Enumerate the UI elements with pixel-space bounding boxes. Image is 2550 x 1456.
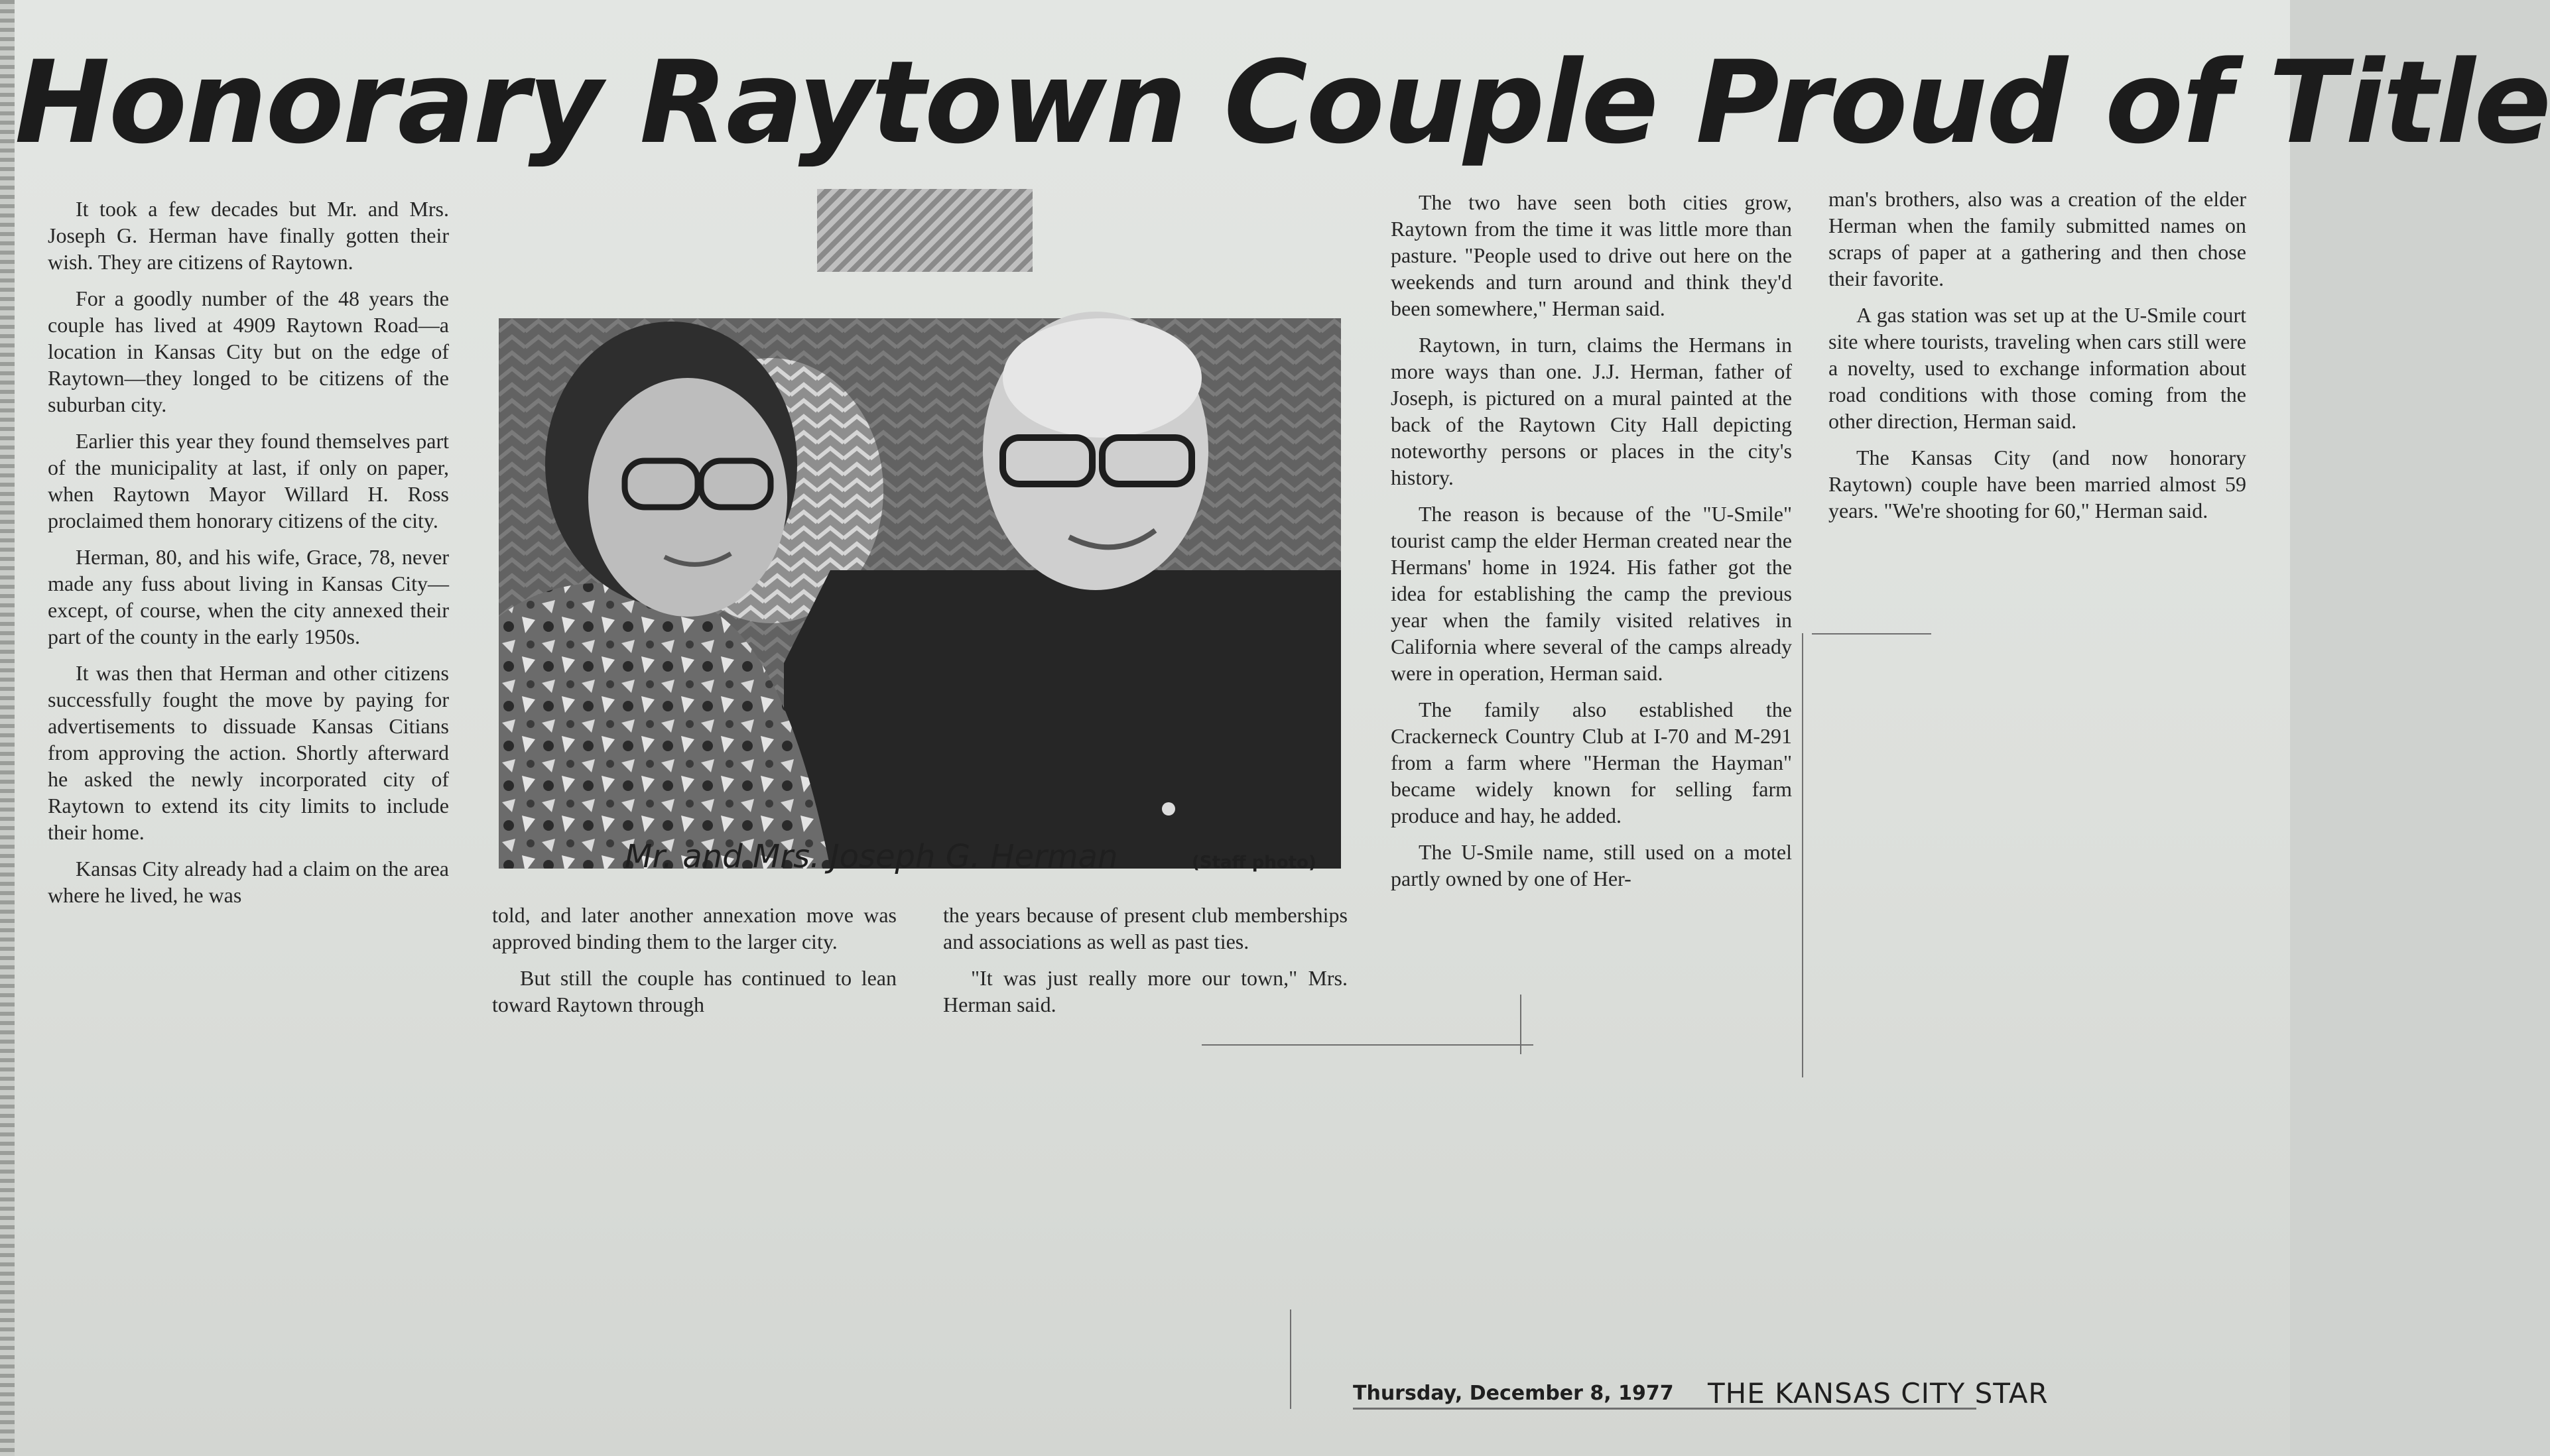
paragraph: It took a few decades but Mr. and Mrs. Joseph G. Herman have finally gotten their wish. They are citizens of Raytown. (48, 197, 449, 274)
paragraph: Kansas City already had a claim on the area where he lived, he was (48, 857, 449, 907)
paragraph: A gas station was set up at the U-Smile court site where tourists, traveling when cars still were a novelty, used to exchange information about road conditions with those coming from the other direction, Herman said. (1828, 303, 2246, 433)
headline: Honorary Raytown Couple Proud of Title (15, 36, 2550, 169)
column-rule (1520, 995, 1521, 1054)
article-column-4 (1391, 189, 1792, 902)
publication-date: Thursday, December 8, 1977 (1353, 1382, 1674, 1405)
paragraph: But still the couple has continued to lean toward Raytown through (492, 966, 897, 1016)
paragraph: The Kansas City (and now honorary Raytown) couple have been married almost 59 years. "We're shooting for 60," Herman said. (1828, 446, 2246, 522)
paragraph: It was then that Herman and other citizens successfully fought the move by paying for advertisements to dissuade Kansas Citians from approving the action. Shortly afterward he asked the newly incorporated city of Raytown to extend its city limits to include their home. (48, 661, 449, 844)
photo-fragment (817, 189, 1033, 272)
paragraph: For a goodly number of the 48 years the couple has lived at 4909 Raytown Road—a location in Kansas City but on the edge of Raytown—they longed to be citizens of the suburban city. (48, 286, 449, 416)
photo-credit: (Staff photo) (1192, 853, 1316, 873)
binder-edge (0, 0, 15, 1456)
article-column-1 (48, 196, 449, 918)
paragraph: The two have seen both cities grow, Raytown from the time it was little more than pasture. "People used to drive out here on the weekends and turn around and think they'd been somewhere," Herman said. (1391, 190, 1792, 320)
footer-rule (1290, 1309, 1291, 1409)
paragraph: The U-Smile name, still used on a motel partly owned by one of Her- (1391, 840, 1792, 890)
newspaper-clipping (15, 36, 2550, 1101)
paragraph: told, and later another annexation move was approved binding them to the larger city. (492, 903, 897, 953)
paragraph: "It was just really more our town," Mrs. Herman said. (943, 966, 1348, 1016)
article-column-5 (1828, 186, 2246, 534)
newspaper-name: THE KANSAS CITY STAR (1708, 1377, 2049, 1410)
paragraph: Raytown, in turn, claims the Hermans in more ways than one. J.J. Herman, father of Joseph, is pictured on a mural painted at the back of the Raytown City Hall depicting noteworthy persons or places in the city's history. (1391, 333, 1792, 489)
paragraph: Herman, 80, and his wife, Grace, 78, never made any fuss about living in Kansas City—except, of course, when the city annexed their part of the county in the early 1950s. (48, 545, 449, 648)
paragraph: man's brothers, also was a creation of the elder Herman when the family submitted names on scraps of paper at a gathering and then chose their favorite. (1828, 187, 2246, 290)
couple-photo (499, 318, 1341, 869)
column-rule (1802, 633, 1803, 1077)
article-column-3 (943, 902, 1348, 1028)
article-column-2 (492, 902, 897, 1028)
photo-caption: Mr. and Mrs. Joseph G. Herman (625, 838, 1118, 875)
column-rule (1812, 633, 1931, 635)
paragraph: Earlier this year they found themselves part of the municipality at last, if only on paper, when Raytown Mayor Willard H. Ross proclaimed them honorary citizens of the city. (48, 429, 449, 532)
couple-photo-image (499, 318, 1341, 869)
paragraph: the years because of present club memberships and associations as well as past ties. (943, 903, 1348, 953)
paragraph: The family also established the Crackerneck Country Club at I-70 and M-291 from a farm where "Herman the Hayman" became widely known for selling farm produce and hay, he added. (1391, 698, 1792, 827)
paragraph: The reason is because of the "U-Smile" tourist camp the elder Herman created near the Hermans' home in 1924. His father got the idea for establishing the camp the previous year when the family visited relatives in California where several of the camps already were in operation, Herman said. (1391, 502, 1792, 685)
column-rule (1202, 1044, 1533, 1046)
